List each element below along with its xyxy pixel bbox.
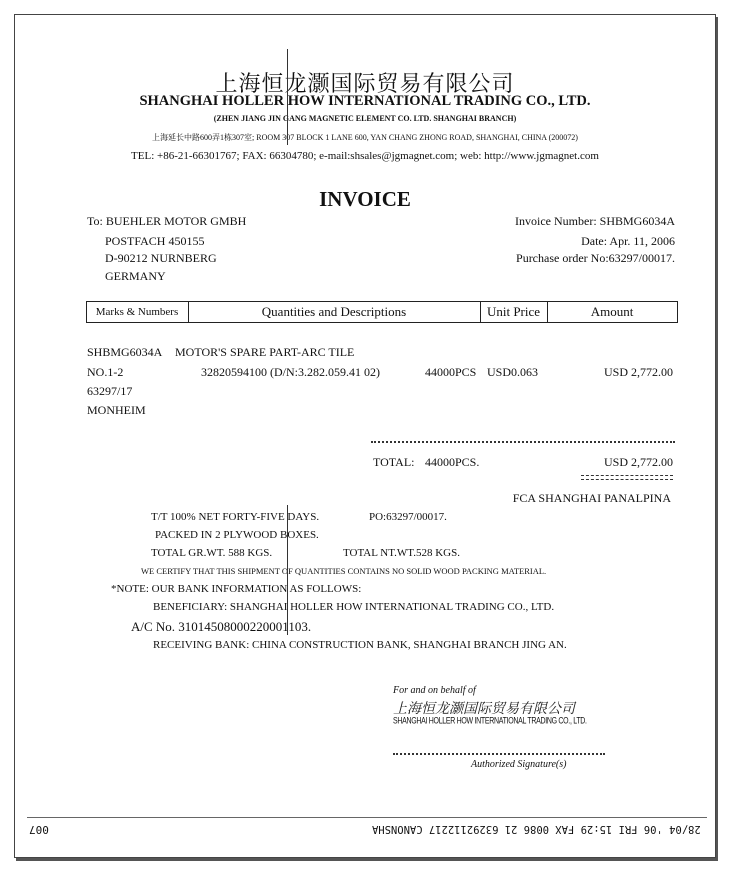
parent-company: (ZHEN JIANG JIN GANG MAGNETIC ELEMENT CO. LTD. SHANGHAI BRANCH) [213, 114, 517, 123]
purchase-order: Purchase order No:63297/00017. [516, 251, 675, 265]
invoice-page [14, 14, 716, 858]
th-marks: Marks & Numbers [95, 306, 179, 318]
total-label: TOTAL: [373, 455, 415, 469]
to-line-2: POSTFACH 450155 [105, 234, 205, 248]
signature-line [393, 753, 605, 755]
to-line-3: D-90212 NURNBERG [105, 251, 217, 265]
total-quantity: 44000PCS. [425, 455, 480, 469]
bank-intro: *NOTE: OUR BANK INFORMATION AS FOLLOWS: [111, 583, 362, 595]
fax-page-mark [29, 823, 49, 836]
mark-line-3: 63297/17 [87, 384, 133, 398]
double-underline [581, 475, 673, 480]
authorized-signature: Authorized Signature(s) [471, 759, 567, 770]
page-mark-text: 007 [29, 823, 49, 836]
for-behalf-text: For and on behalf of [393, 685, 476, 696]
company-address: 上海延长中路600弄1栋307室; ROOM 307 BLOCK 1 LANE 600, YAN CHANG ZHONG ROAD, SHANGHAI, CHINA (200072) [152, 133, 578, 142]
company-name-en: SHANGHAI HOLLER HOW INTERNATIONAL TRADING CO., LTD. [139, 93, 591, 109]
item-amount: USD 2,772.00 [603, 365, 673, 379]
invoice-date: Date: Apr. 11, 2006 [581, 234, 675, 248]
fold-mark-top [287, 49, 288, 145]
po-reference: PO:63297/00017. [369, 511, 447, 523]
invoice-number: Invoice Number: SHBMG6034A [515, 214, 675, 228]
fold-mark-middle [287, 505, 288, 635]
mark-line-1: SHBMG6034A [87, 345, 163, 359]
item-quantity: 44000PCS [425, 365, 477, 379]
certification: WE CERTIFY THAT THIS SHIPMENT OF QUANTITIES CONTAINS NO SOLID WOOD PACKING MATERIAL. [141, 566, 547, 576]
item-part-number: 32820594100 (D/N:3.282.059.41 02) [201, 365, 380, 379]
total-divider [371, 441, 675, 443]
beneficiary: BENEFICIARY: SHANGHAI HOLLER HOW INTERNATIONAL TRADING CO., LTD. [153, 601, 555, 613]
footer-rule [27, 817, 707, 818]
stamp-en: SHANGHAI HOLLER HOW INTERNATIONAL TRADING CO., LTD. [393, 717, 587, 727]
gross-weight: TOTAL GR.WT. 588 KGS. [151, 547, 273, 559]
th-descriptions: Quantities and Descriptions [261, 304, 407, 319]
table-header [86, 301, 678, 323]
document-title: INVOICE [319, 187, 411, 211]
delivery-terms: FCA SHANGHAI PANALPINA [512, 491, 671, 505]
total-amount: USD 2,772.00 [603, 455, 673, 469]
mark-line-2: NO.1-2 [87, 365, 124, 379]
fax-header-line [372, 823, 701, 835]
item-unit-price: USD0.063 [487, 365, 539, 379]
receiving-bank: RECEIVING BANK: CHINA CONSTRUCTION BANK, SHANGHAI BRANCH JING AN. [153, 639, 567, 651]
company-name-cn: 上海恒龙灏国际贸易有限公司 [215, 72, 515, 97]
fax-header-text: 28/04 '06 FRI 15:29 FAX 0086 21 63292112217 CANONSHA [372, 823, 701, 835]
th-unit-price: Unit Price [486, 304, 541, 319]
item-description: MOTOR'S SPARE PART-ARC TILE [175, 345, 355, 359]
packing-info: PACKED IN 2 PLYWOOD BOXES. [155, 529, 319, 541]
company-contact: TEL: +86-21-66301767; FAX: 66304780; e-mail:shsales@jgmagnet.com; web: http://www.jgmagnet.com [131, 150, 599, 162]
to-line-1: To: BUEHLER MOTOR GMBH [87, 214, 247, 228]
payment-terms: T/T 100% NET FORTY-FIVE DAYS. [151, 511, 320, 523]
net-weight: TOTAL NT.WT.528 KGS. [343, 547, 460, 559]
account-number: A/C No. 31014508000220001103. [131, 619, 312, 634]
stamp-cn: 上海恒龙灏国际贸易有限公司 [393, 701, 575, 717]
to-line-4: GERMANY [105, 269, 166, 283]
th-amount: Amount [590, 304, 634, 319]
mark-line-4: MONHEIM [87, 403, 146, 417]
